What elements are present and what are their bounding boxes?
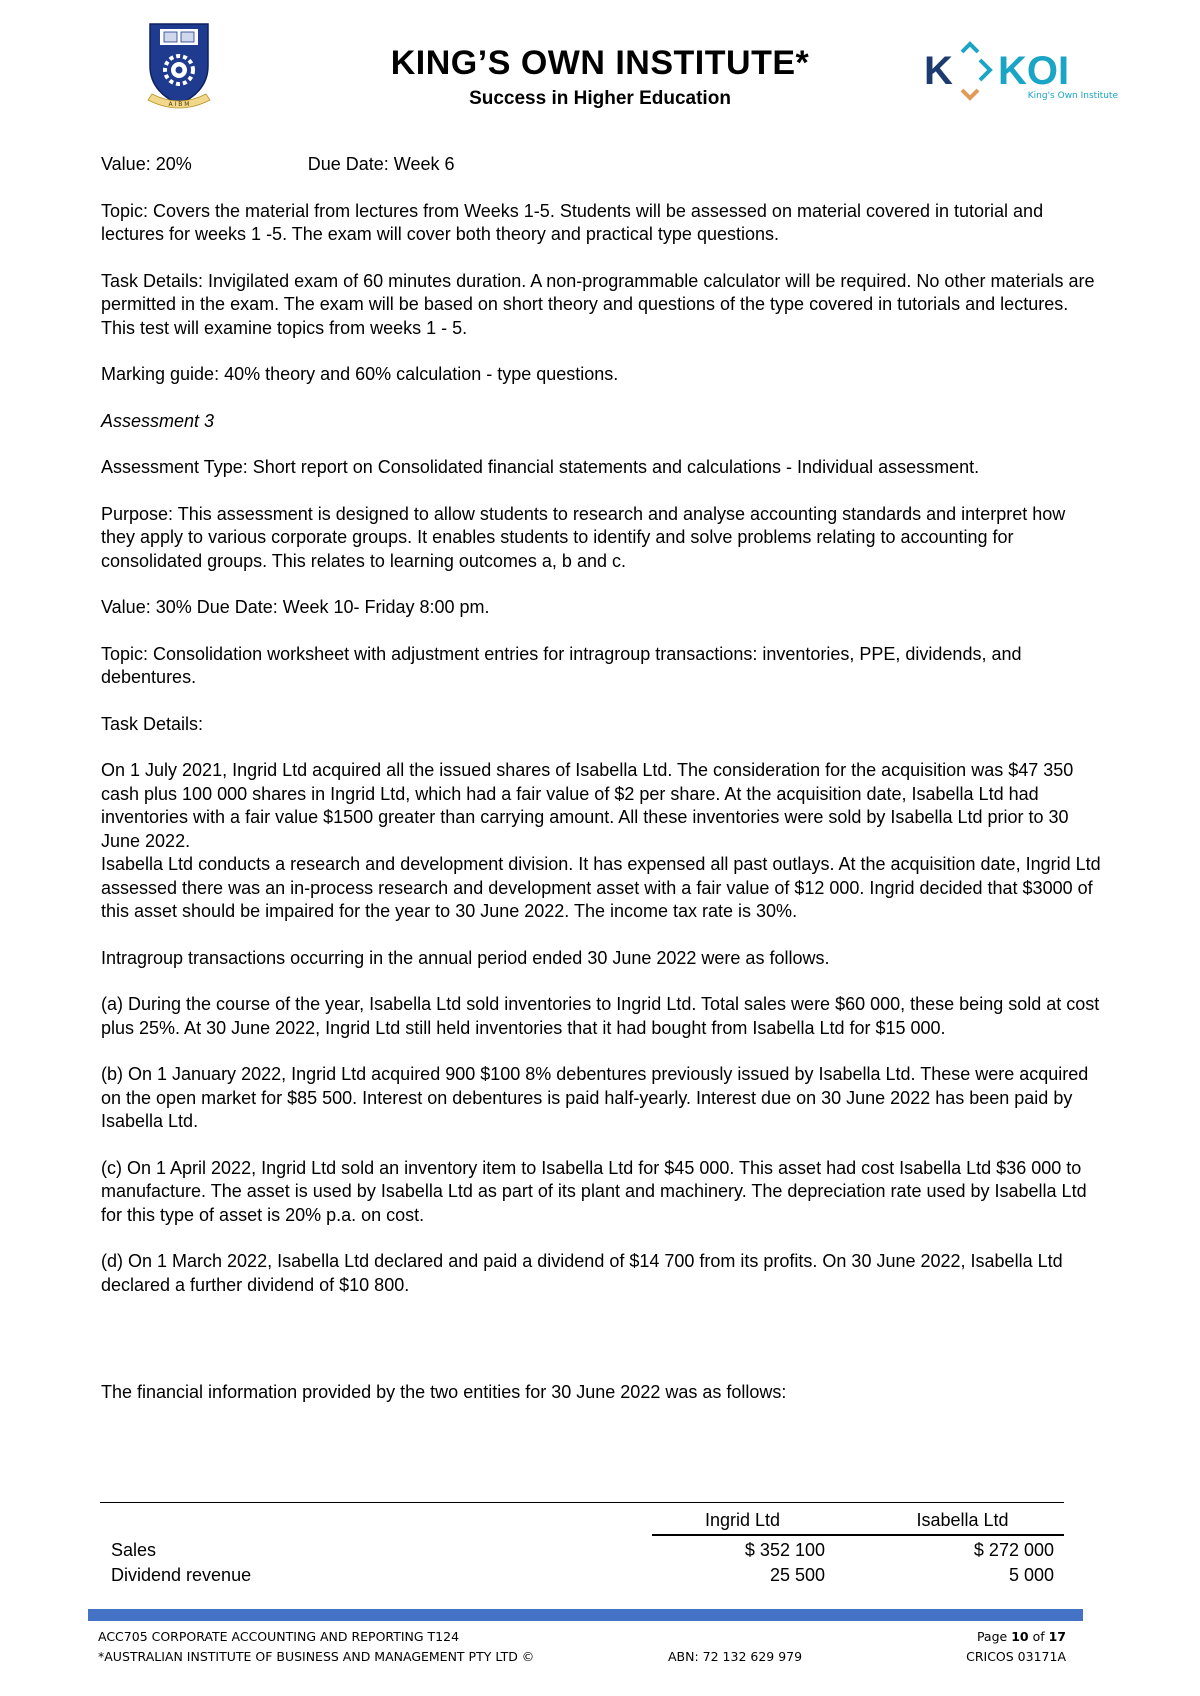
intragroup-item-d: (d) On 1 March 2022, Isabella Ltd declared and paid a dividend of $14 700 from its profits. On 30 June 2022, Isabella Ltd declared a further dividend of $10 800. [101, 1251, 1063, 1295]
intragroup-item-a: (a) During the course of the year, Isabella Ltd sold inventories to Ingrid Ltd. Total sales were $60 000, these being sold at cost plus 25%. At 30 June 2022, Ingrid Ltd still held inventories that it had bought from Isabella Ltd for $15 000. [101, 994, 1100, 1038]
row-label-dividend-revenue: Dividend revenue [111, 1565, 252, 1585]
topic-paragraph: Topic: Covers the material from lectures from Weeks 1-5. Students will be assessed on material covered in tutorial and lectures for weeks 1 -5. The exam will cover both theory and practical type questions. [101, 200, 1044, 244]
koi-logo [922, 36, 1122, 106]
assessment-3-task-label: Task Details: [101, 713, 204, 734]
value-due-line [101, 153, 1101, 177]
column-header-ingrid: Ingrid Ltd [704, 1510, 781, 1530]
svg-text:King's Own Institute: King's Own Institute [1027, 91, 1118, 101]
svg-text:A I B M: A I B M [168, 101, 190, 108]
scenario-paragraph-1: On 1 July 2021, Ingrid Ltd acquired all the issued shares of Isabella Ltd. The consideration for the acquisition was $47 350 cash plus 100 000 shares in Ingrid Ltd, which had a fair value of $2 per share. At the acquisition date, Isabella Ltd had inventories with a fair value $1500 greater than carrying amount. All these inventories were sold by Isabella Ltd prior to 30 June 2022. [101, 760, 1074, 851]
svg-text:K: K [924, 49, 953, 93]
assessment-due-date: Due Date: Week 6 [307, 154, 455, 174]
cell-sales-ingrid: $ 352 100 [744, 1540, 825, 1560]
intragroup-item-c: (c) On 1 April 2022, Ingrid Ltd sold an inventory item to Isabella Ltd for $45 000. This asset had cost Isabella Ltd $36 000 to manufacture. The asset is used by Isabella Ltd as part of its plant and machinery. The depreciation rate used by Isabella Ltd for this type of asset is 20% p.a. on cost. [101, 1157, 1087, 1225]
scenario-paragraph-2: Isabella Ltd conducts a research and development division. It has expensed all past outlays. At the acquisition date, Ingrid Ltd assessed there was an in-process research and development asset with a fair value of $12 000. Ingrid decided that $3000 of this asset should be impaired for the year to 30 June 2022. The income tax rate is 30%. [101, 854, 1101, 921]
footer-abn: ABN: 72 132 629 979 [668, 1649, 803, 1664]
assessment-3-value: Value: 30% Due Date: Week 10- Friday 8:00 pm. [101, 597, 490, 617]
cell-sales-isabella: $ 272 000 [973, 1540, 1054, 1560]
assessment-3-type: Assessment Type: Short report on Consolidated financial statements and calculations - Individual assessment. [101, 457, 980, 477]
document-body [101, 153, 1101, 1428]
column-header-isabella: Isabella Ltd [916, 1510, 1009, 1530]
page-header [0, 0, 1200, 130]
assessment-3-topic: Topic: Consolidation worksheet with adjustment entries for intragroup transactions: inventories, PPE, dividends, and debentures. [101, 643, 1022, 687]
row-label-sales: Sales [111, 1540, 157, 1560]
footer-course: ACC705 CORPORATE ACCOUNTING AND REPORTING T124 [98, 1629, 460, 1644]
cell-dividend-isabella: 5 000 [1008, 1565, 1054, 1585]
institute-name: KING’S OWN INSTITUTE* [390, 44, 810, 82]
institute-tagline: Success in Higher Education [469, 88, 731, 109]
footer-company: *AUSTRALIAN INSTITUTE OF BUSINESS AND MANAGEMENT PTY LTD © [98, 1649, 535, 1664]
column-header-rule [652, 1534, 1064, 1536]
financial-info-intro: The financial information provided by the two entities for 30 June 2022 was as follows: [101, 1382, 787, 1402]
cell-dividend-ingrid: 25 500 [769, 1565, 825, 1585]
svg-text:KOI: KOI [998, 49, 1070, 93]
intragroup-intro: Intragroup transactions occurring in the annual period ended 30 June 2022 were as follows. [101, 947, 830, 968]
assessment-3-purpose: Purpose: This assessment is designed to allow students to research and analyse accounting standards and interpret how they apply to various corporate groups. It enables students to identify and solve problems relating to accounting for consolidated groups. This relates to learning outcomes a, b and c. [101, 503, 1066, 571]
task-details-paragraph: Task Details: Invigilated exam of 60 minutes duration. A non-programmable calculator will be required. No other materials are permitted in the exam. The exam will be based on short theory and questions of the type covered in tutorials and lectures. This test will examine topics from weeks 1 - 5. [101, 270, 1095, 338]
intragroup-item-b: (b) On 1 January 2022, Ingrid Ltd acquired 900 $100 8% debentures previously issued by Isabella Ltd. These were acquired on the open market for $85 500. Interest on debentures is paid half-yearly. Interest due on 30 June 2022 has been paid by Isabella Ltd. [101, 1064, 1089, 1131]
table-top-rule [100, 1502, 1064, 1503]
assessment-3-heading: Assessment 3 [101, 410, 215, 431]
marking-guide-paragraph: Marking guide: 40% theory and 60% calculation - type questions. [101, 364, 619, 384]
institute-crest-logo [146, 20, 212, 112]
footer-bar [88, 1609, 1083, 1621]
footer-cricos: CRICOS 03171A [966, 1649, 1066, 1664]
footer-page-number: Page 10 of 17 [976, 1629, 1066, 1644]
assessment-value: Value: 20% [101, 154, 192, 174]
